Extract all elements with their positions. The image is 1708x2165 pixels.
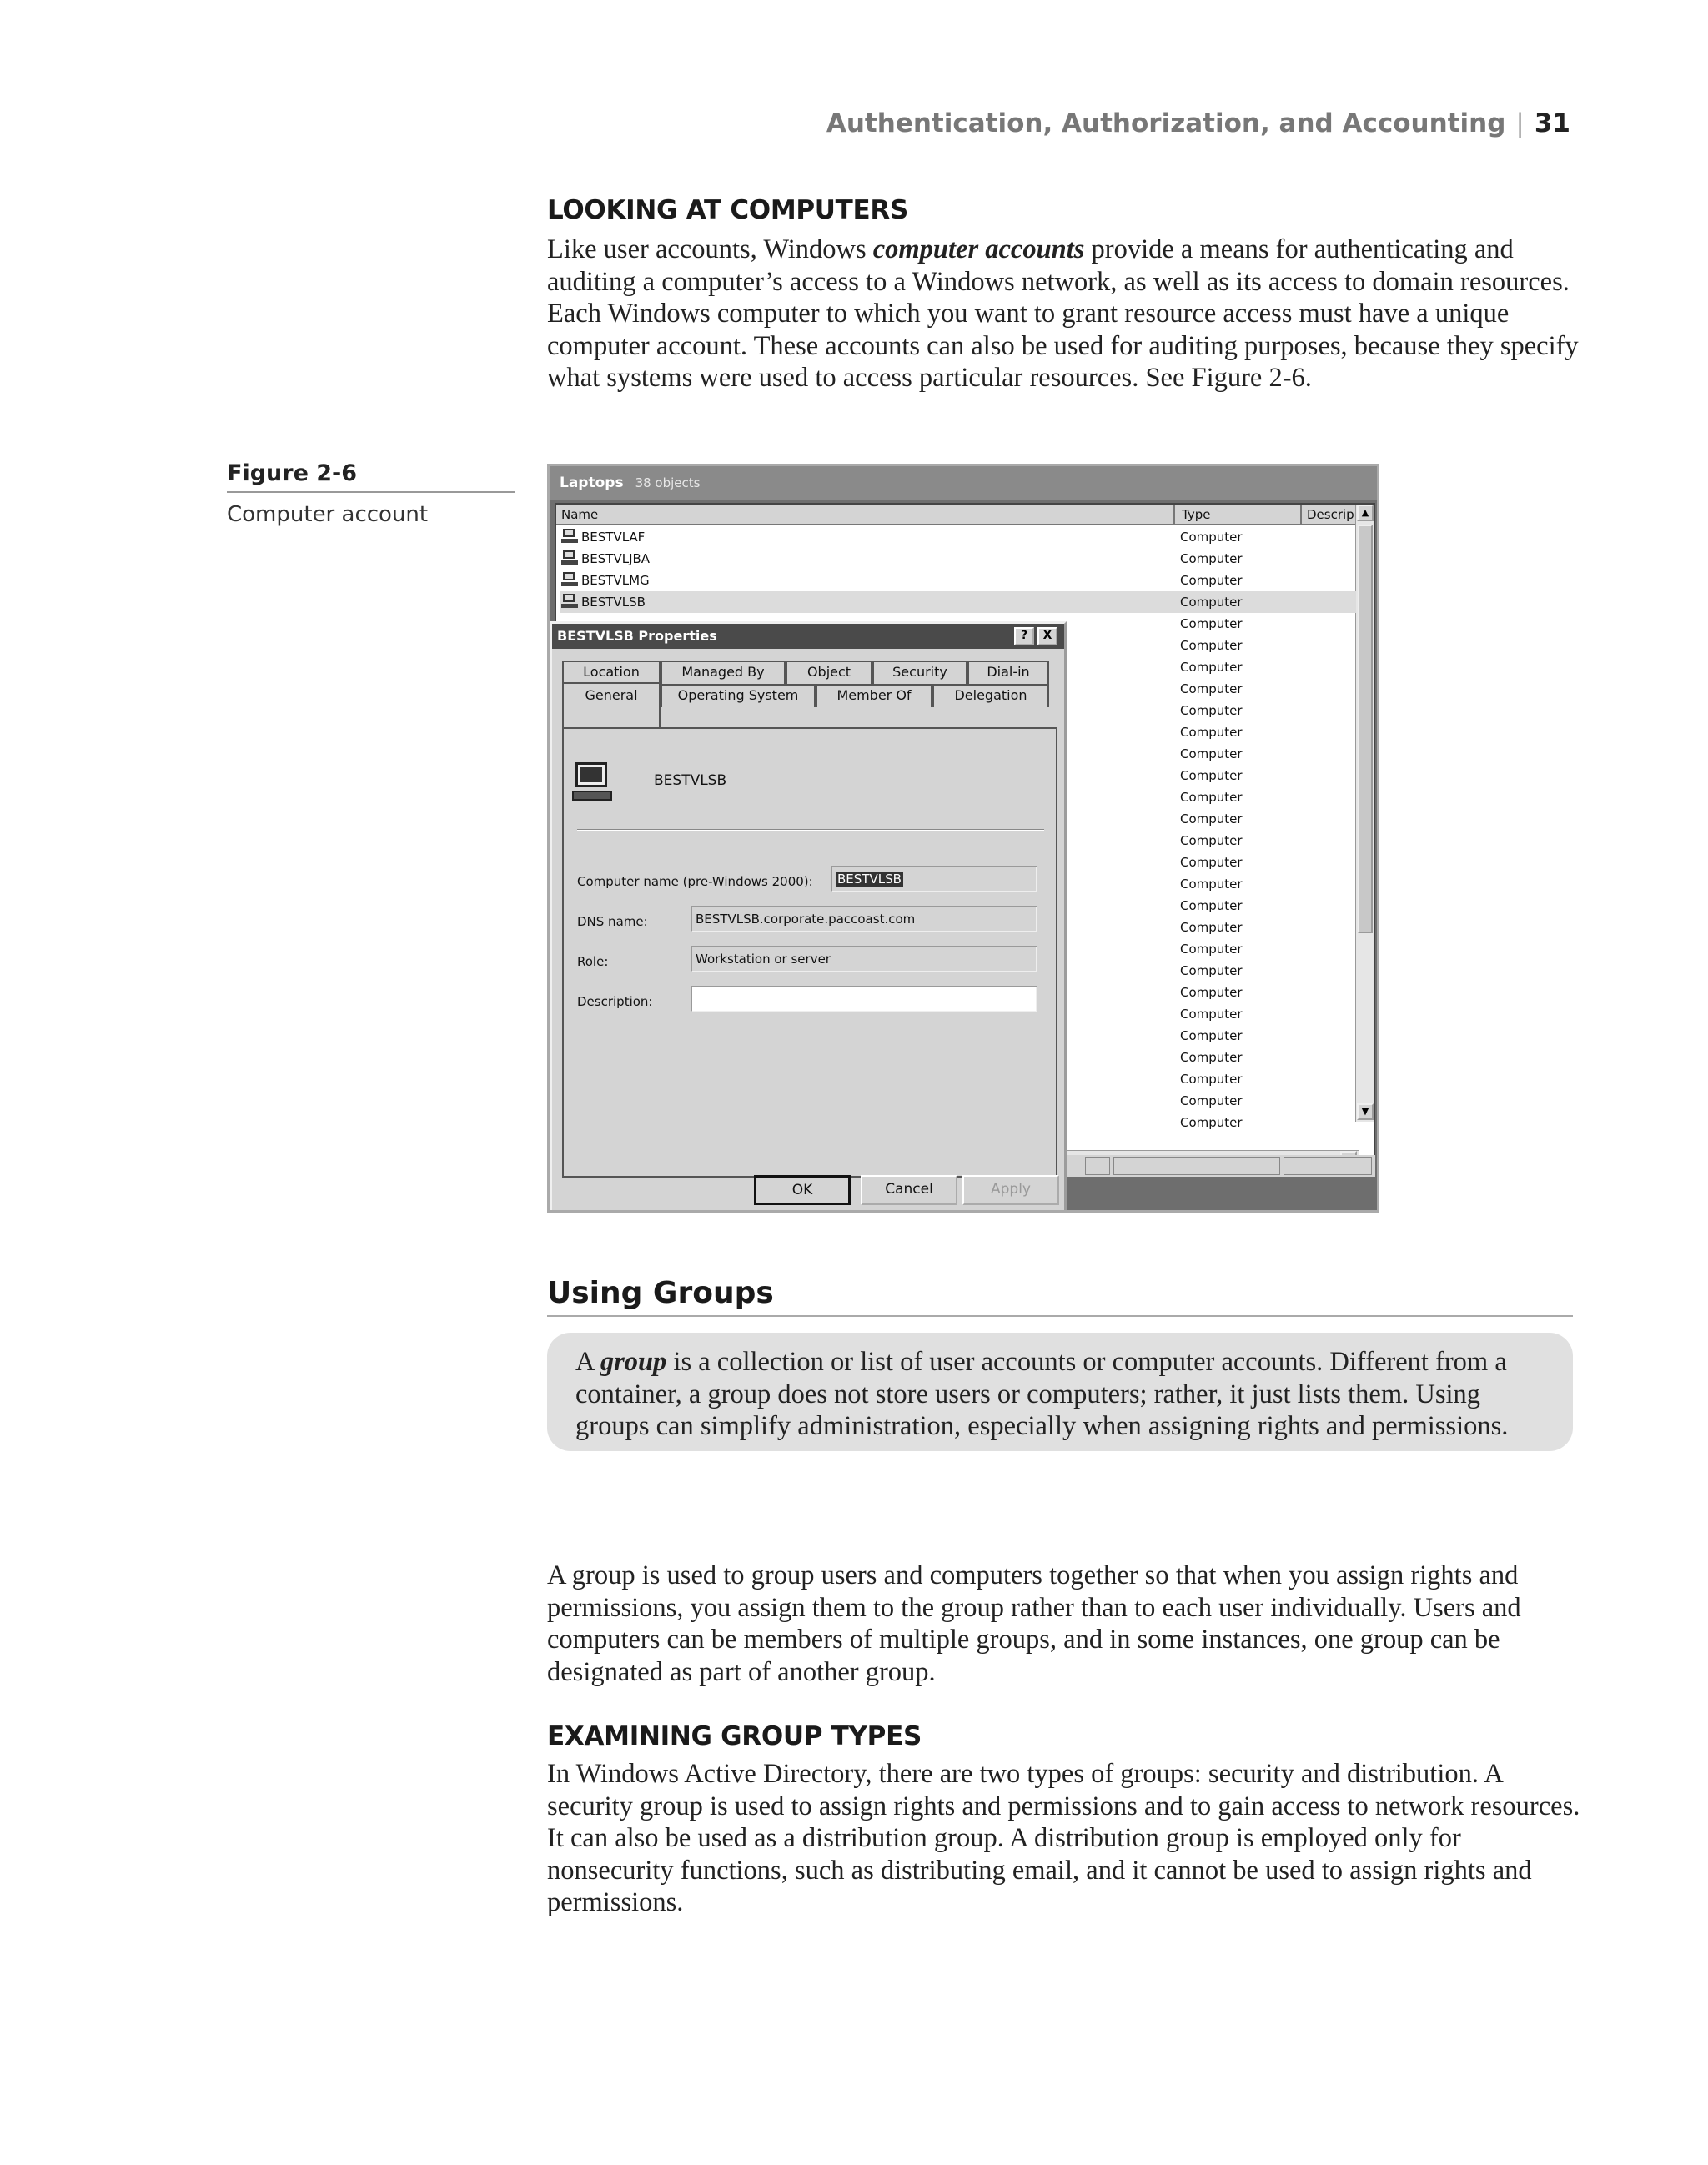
column-divider[interactable] [1300, 505, 1302, 525]
computer-type: Computer [1180, 573, 1243, 588]
computer-type: Computer [1180, 1093, 1243, 1108]
computer-icon [572, 762, 614, 804]
running-head-title: Authentication, Authorization, and Accounting [826, 108, 1506, 138]
section-heading-examining-group-types: EXAMINING GROUP TYPES [547, 1721, 922, 1751]
computer-type: Computer [1180, 746, 1243, 761]
apply-button[interactable]: Apply [962, 1175, 1059, 1205]
computer-type: Computer [1180, 898, 1243, 913]
description-label: Description: [577, 994, 653, 1009]
object-count: 38 objects [635, 475, 701, 490]
term-computer-accounts: computer accounts [872, 234, 1085, 264]
definition-group: A group is a collection or list of user accounts or computer accounts. Different from a container, a group does not store users or computers; rather, it just lists them. Using groups can simplify administration, especially when assigning rights and permissions. [575, 1347, 1509, 1441]
ok-button[interactable]: OK [754, 1175, 851, 1205]
computer-type: Computer [1180, 595, 1243, 610]
computer-type: Computer [1180, 920, 1243, 935]
tab-dial-in[interactable]: Dial-in [967, 661, 1049, 684]
definition-box [547, 1333, 1573, 1451]
description-field[interactable] [691, 986, 1037, 1012]
page-number: 31 [1534, 108, 1570, 138]
column-type[interactable]: Type [1182, 507, 1211, 522]
list-header [556, 505, 1360, 525]
role-field[interactable]: Workstation or server [691, 946, 1037, 972]
help-icon[interactable]: ? [1014, 627, 1034, 645]
computer-type: Computer [1180, 616, 1243, 631]
role-label: Role: [577, 954, 609, 969]
window-title: Laptops [560, 475, 624, 491]
running-head-separator: | [1515, 108, 1525, 138]
tab-general[interactable]: General [562, 682, 661, 729]
computer-type: Computer [1180, 1028, 1243, 1043]
computer-type: Computer [1180, 963, 1243, 978]
figure-label: Figure 2-6 [227, 460, 515, 493]
paragraph-groups: A group is used to group users and computers together so that when you assign rights and permissions, you assign them to the group rather than to each user individually. Users and computers can be members of multiple groups, and in some instances, one group can be designated as part of another group. [547, 1560, 1521, 1687]
computer-type: Computer [1180, 681, 1243, 696]
computer-name: BESTVLJBA [581, 551, 651, 566]
computer-name: BESTVLMG [581, 573, 650, 588]
vertical-scrollbar[interactable] [1355, 505, 1374, 1122]
computer-type: Computer [1180, 725, 1243, 740]
dns-label: DNS name: [577, 914, 648, 929]
dialog-title: BESTVLSB Properties [557, 628, 717, 644]
computer-type: Computer [1180, 1050, 1243, 1065]
status-cell [1113, 1157, 1280, 1175]
tab-security[interactable]: Security [872, 661, 967, 684]
computer-type: Computer [1180, 790, 1243, 805]
tab-managed-by[interactable]: Managed By [661, 661, 786, 684]
computer-type: Computer [1180, 703, 1243, 718]
computer-type: Computer [1180, 833, 1243, 848]
dialog-title-bar [552, 624, 1064, 649]
term-group: group [600, 1347, 667, 1377]
list-item[interactable] [560, 570, 1356, 591]
computer-type: Computer [1180, 985, 1243, 1000]
computer-type: Computer [1180, 768, 1243, 783]
column-name[interactable]: Name [561, 507, 599, 522]
list-item[interactable] [560, 526, 1356, 548]
computer-type: Computer [1180, 660, 1243, 675]
section-heading-looking-at-computers: LOOKING AT COMPUTERS [547, 195, 908, 225]
status-cell [1085, 1157, 1110, 1175]
divider [577, 829, 1044, 831]
computer-name-display: BESTVLSB [654, 772, 727, 789]
scroll-down-icon[interactable]: ▼ [1357, 1103, 1374, 1120]
computer-type: Computer [1180, 811, 1243, 826]
paragraph-group-types: In Windows Active Directory, there are two types of groups: security and distribution. A security group is used to assign rights and permissions and to gain access to network resources. It can also be used as a distribution group. A distribution group is employed only for nonsecurity functions, such as distributing email, and it cannot be used to assign rights and permissions. [547, 1759, 1580, 1917]
computer-type: Computer [1180, 1007, 1243, 1022]
section-heading-using-groups: Using Groups [547, 1276, 1573, 1317]
column-description[interactable]: Descrip [1307, 507, 1354, 522]
running-head [826, 108, 1570, 138]
pre2000-label: Computer name (pre-Windows 2000): [577, 874, 813, 889]
list-item[interactable] [560, 591, 1356, 613]
tab-object[interactable]: Object [786, 661, 872, 684]
scroll-thumb[interactable] [1358, 525, 1373, 933]
computer-type: Computer [1180, 638, 1243, 653]
computer-type: Computer [1180, 942, 1243, 957]
cancel-button[interactable]: Cancel [861, 1175, 957, 1205]
figure-caption: Computer account [227, 502, 429, 527]
tab-delegation[interactable]: Delegation [932, 684, 1049, 707]
paragraph-computer-accounts: Like user accounts, Windows computer accounts provide a means for authenticating and auditing a computer’s access to a Windows network, as well as its access to domain resources. Each Windows computer to which you want to grant resource access must have a unique computer account. These accounts can also be used for auditing purposes, because they specify what systems were used to access particular resources. See Figure 2-6. [547, 234, 1579, 393]
list-item[interactable] [560, 548, 1356, 570]
properties-dialog [550, 621, 1067, 1213]
dns-field[interactable]: BESTVLSB.corporate.paccoast.com [691, 906, 1037, 932]
computer-type: Computer [1180, 530, 1243, 545]
computer-type: Computer [1180, 877, 1243, 892]
computer-name: BESTVLSB [581, 595, 646, 610]
column-divider[interactable] [1173, 505, 1175, 525]
figure-screenshot [547, 464, 1379, 1213]
scroll-up-icon[interactable]: ▲ [1357, 505, 1374, 521]
close-icon[interactable]: X [1037, 627, 1057, 645]
computer-type: Computer [1180, 551, 1243, 566]
pre2000-field[interactable]: BESTVLSB [831, 866, 1037, 892]
computer-name: BESTVLAF [581, 530, 646, 545]
window-title-bar [550, 466, 1377, 500]
computer-type: Computer [1180, 855, 1243, 870]
tab-member-of[interactable]: Member Of [816, 684, 932, 707]
tab-operating-system[interactable]: Operating System [661, 684, 816, 707]
computer-type: Computer [1180, 1072, 1243, 1087]
computer-type: Computer [1180, 1115, 1243, 1130]
status-cell [1284, 1157, 1372, 1175]
tab-location[interactable]: Location [562, 661, 661, 684]
